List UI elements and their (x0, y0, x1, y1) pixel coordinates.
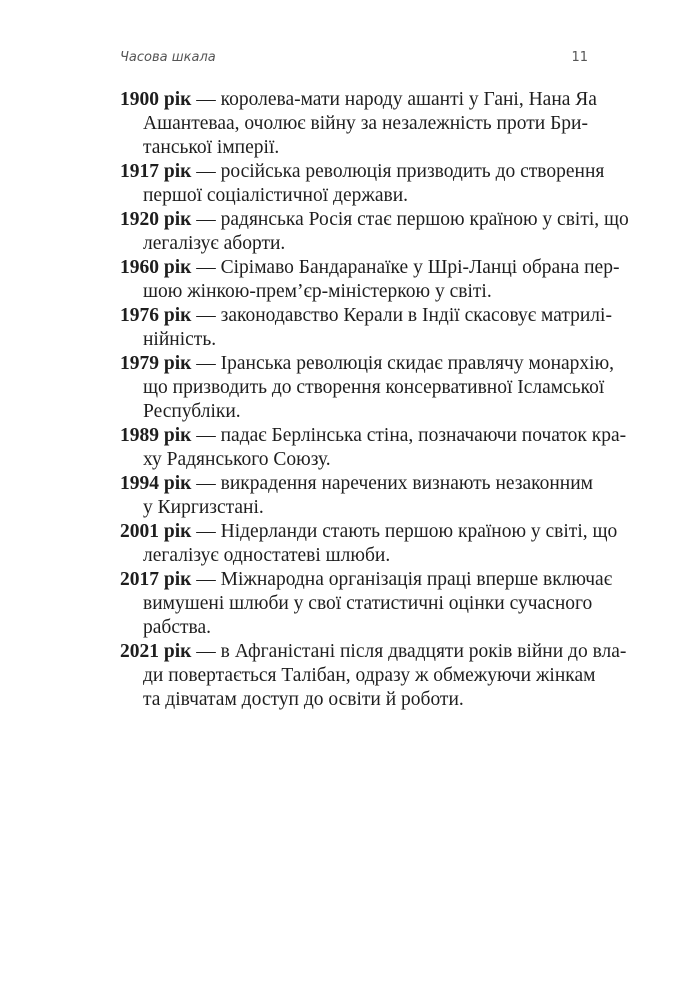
entry-year: 1920 рік (120, 209, 192, 230)
entry-year: 1994 рік (120, 473, 192, 494)
entry-text: — російська революція призводить до створення (191, 161, 605, 182)
entry-line (120, 424, 627, 448)
entry-text: — в Афганістані після двадцяти років війни до вла- (191, 641, 627, 662)
entry-line: ху Радянського Союзу. (143, 449, 331, 470)
entry-line (120, 88, 597, 112)
timeline-entry (120, 208, 629, 256)
entry-line (120, 256, 620, 280)
entry-text: — викрадення наречених визнають незаконним (191, 473, 594, 494)
entry-line: у Киргизстані. (143, 497, 264, 518)
timeline-entry (120, 352, 615, 424)
entry-year: 2021 рік (120, 641, 192, 662)
entry-line (120, 520, 618, 544)
entry-line: та дівчатам доступ до освіти й роботи. (143, 689, 464, 710)
timeline-entry (120, 256, 620, 304)
entry-text: — падає Берлінська стіна, позначаючи початок кра- (191, 425, 627, 446)
timeline-entry (120, 160, 605, 208)
entry-text: — Іранська революція скидає правлячу монархію, (191, 353, 615, 374)
timeline-entry (120, 88, 597, 160)
entry-line (120, 160, 605, 184)
timeline-entry (120, 520, 618, 568)
entry-text: — законодавство Керали в Індії скасовує матрилі- (191, 305, 612, 326)
entry-line: Республіки. (143, 401, 241, 422)
entry-line (120, 304, 612, 328)
entry-line (120, 472, 594, 496)
page-number: 11 (571, 50, 588, 65)
running-header (120, 50, 588, 70)
entry-text: — Сірімаво Бандаранаїке у Шрі-Ланці обрана пер- (191, 257, 620, 278)
entry-line (120, 640, 627, 664)
entry-line: Ашантеваа, очолює війну за незалежність проти Бри- (143, 113, 588, 134)
entry-year: 1979 рік (120, 353, 192, 374)
entry-year: 1900 рік (120, 89, 192, 110)
entry-line: нійність. (143, 329, 217, 350)
entry-year: 1917 рік (120, 161, 192, 182)
entry-line (120, 208, 629, 232)
entry-year: 2017 рік (120, 569, 192, 590)
timeline-entry (120, 568, 613, 640)
entry-line: що призводить до створення консервативної Ісламської (143, 377, 605, 398)
entry-line (120, 568, 613, 592)
entry-line: танської імперії. (143, 137, 280, 158)
timeline-entry (120, 424, 627, 472)
entry-line: легалізує одностатеві шлюби. (143, 545, 391, 566)
entry-year: 1989 рік (120, 425, 192, 446)
entry-text: — радянська Росія стає першою країною у світі, що (191, 209, 629, 230)
timeline-entry (120, 472, 594, 520)
entry-line: легалізує аборти. (143, 233, 286, 254)
entry-text: — Нідерланди стають першою країною у світі, що (191, 521, 618, 542)
entry-line: рабства. (143, 617, 211, 638)
entry-line: ди повертається Талібан, одразу ж обмежуючи жінкам (143, 665, 596, 686)
timeline-entry (120, 640, 627, 712)
entry-line: вимушені шлюби у свої статистичні оцінки сучасного (143, 593, 593, 614)
entry-line (120, 352, 615, 376)
entry-year: 1960 рік (120, 257, 192, 278)
entry-text: — королева-мати народу ашанті у Гані, Нана Яа (191, 89, 597, 110)
entry-line: шою жінкою-прем’єр-міністеркою у світі. (143, 281, 492, 302)
entry-year: 1976 рік (120, 305, 192, 326)
timeline-entry (120, 304, 612, 352)
entry-text: — Міжнародна організація праці вперше включає (191, 569, 613, 590)
entry-year: 2001 рік (120, 521, 192, 542)
entry-line: першої соціалістичної держави. (143, 185, 409, 206)
chapter-title: Часова шкала (120, 50, 216, 65)
timeline-list (120, 88, 629, 712)
